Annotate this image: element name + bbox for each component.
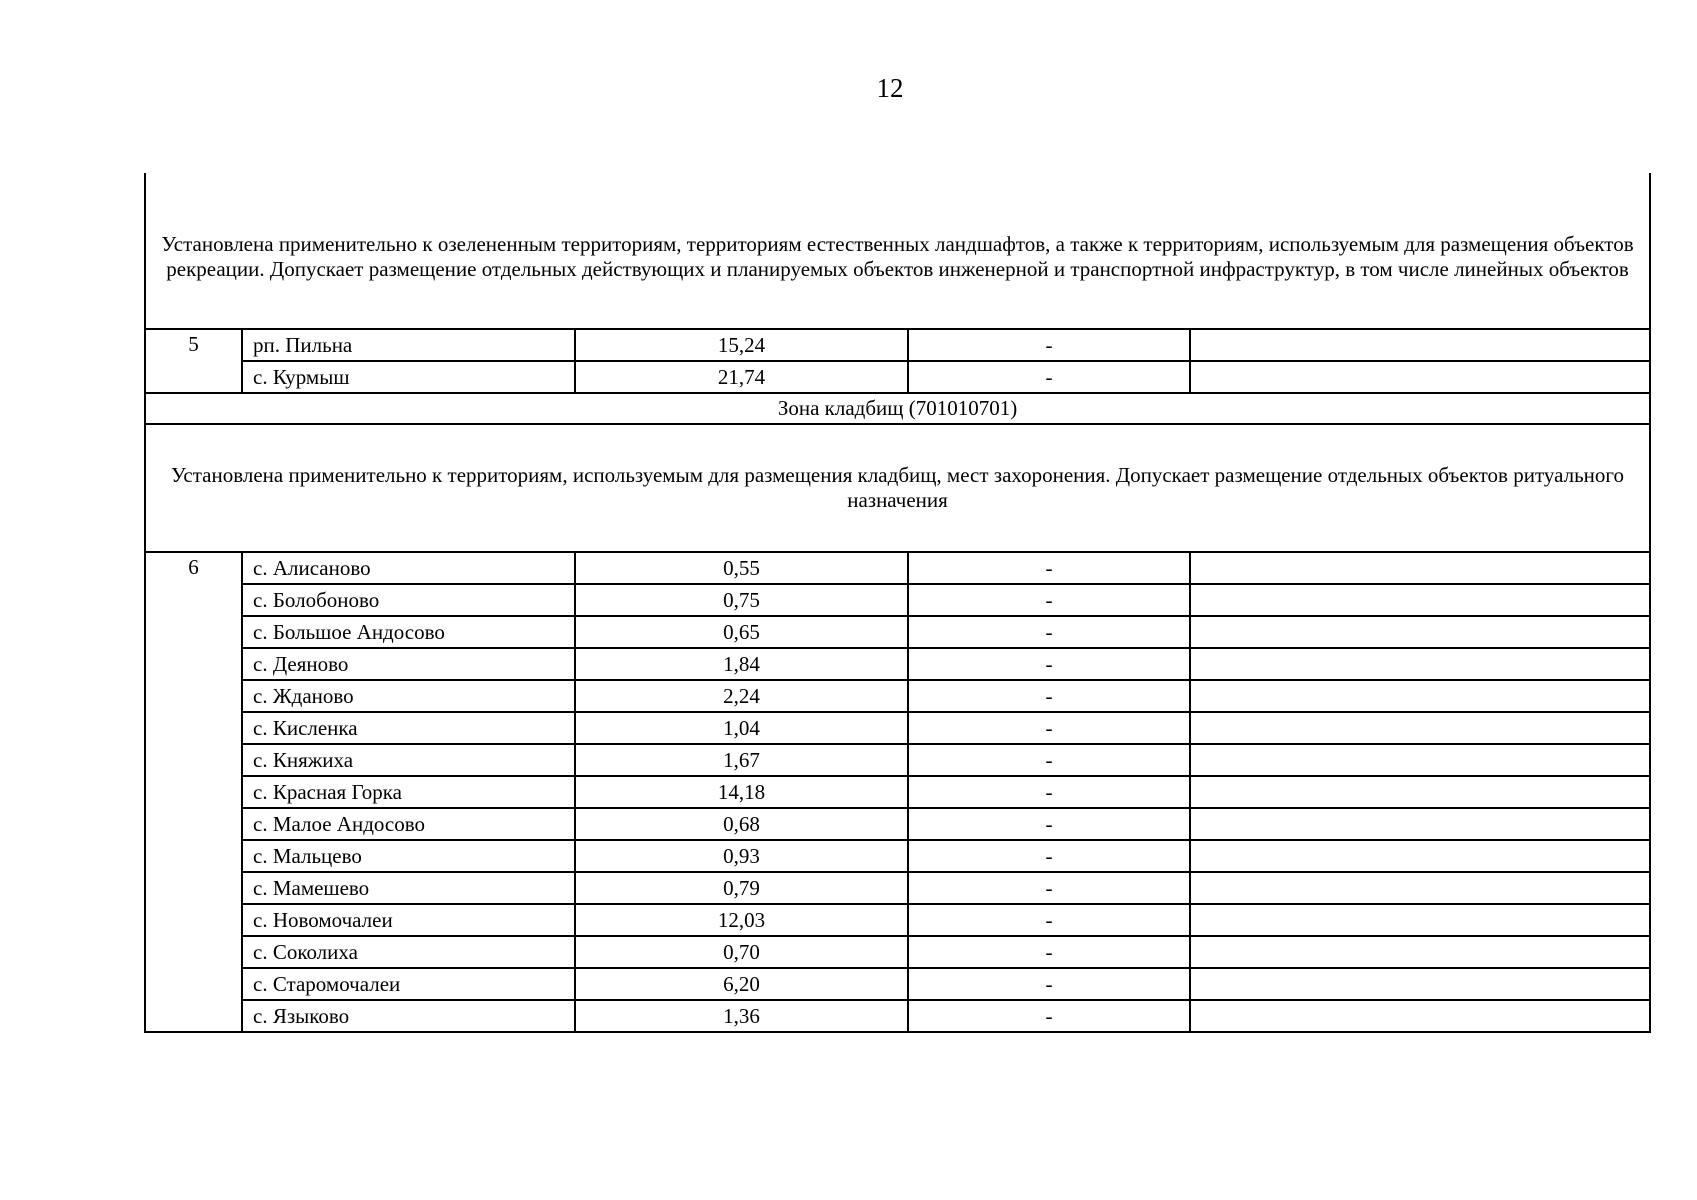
- zone-description-row: [145, 173, 1650, 329]
- note-cell: [1190, 712, 1650, 744]
- note-cell: [1190, 648, 1650, 680]
- area-value: 0,65: [575, 616, 908, 648]
- settlement-name: с. Алисаново: [242, 552, 575, 584]
- note-cell: [1190, 616, 1650, 648]
- area-value: 0,93: [575, 840, 908, 872]
- table-row: [145, 776, 1650, 808]
- mark-value: -: [908, 776, 1190, 808]
- area-value: 1,36: [575, 1000, 908, 1032]
- mark-value: -: [908, 808, 1190, 840]
- note-cell: [1190, 904, 1650, 936]
- note-cell: [1190, 776, 1650, 808]
- area-value: 1,67: [575, 744, 908, 776]
- settlement-name: с. Новомочалеи: [242, 904, 575, 936]
- settlement-name: с. Мамешево: [242, 872, 575, 904]
- table-row: [145, 648, 1650, 680]
- note-cell: [1190, 680, 1650, 712]
- mark-value: -: [908, 584, 1190, 616]
- mark-value: -: [908, 904, 1190, 936]
- mark-value: -: [908, 648, 1190, 680]
- zones-table: [144, 173, 1651, 1033]
- table-row: [145, 968, 1650, 1000]
- note-cell: [1190, 968, 1650, 1000]
- mark-value: -: [908, 1000, 1190, 1032]
- settlement-name: с. Княжиха: [242, 744, 575, 776]
- area-value: 1,84: [575, 648, 908, 680]
- group-number: 6: [145, 552, 242, 1032]
- note-cell: [1190, 329, 1650, 361]
- mark-value: -: [908, 680, 1190, 712]
- table-row: [145, 936, 1650, 968]
- note-cell: [1190, 808, 1650, 840]
- table-row: [145, 584, 1650, 616]
- table-row: [145, 840, 1650, 872]
- table-row: [145, 361, 1650, 393]
- note-cell: [1190, 584, 1650, 616]
- zones-table-body: [145, 173, 1650, 1032]
- area-value: 12,03: [575, 904, 908, 936]
- settlement-name: с. Жданово: [242, 680, 575, 712]
- mark-value: -: [908, 552, 1190, 584]
- mark-value: -: [908, 712, 1190, 744]
- table-row: [145, 329, 1650, 361]
- settlement-name: с. Соколиха: [242, 936, 575, 968]
- mark-value: -: [908, 744, 1190, 776]
- zone-title: Зона кладбищ (701010701): [145, 393, 1650, 424]
- table-row: [145, 808, 1650, 840]
- table-row: [145, 616, 1650, 648]
- settlement-name: с. Курмыш: [242, 361, 575, 393]
- area-value: 6,20: [575, 968, 908, 1000]
- note-cell: [1190, 1000, 1650, 1032]
- settlement-name: рп. Пильна: [242, 329, 575, 361]
- zone-title-row: [145, 393, 1650, 424]
- note-cell: [1190, 361, 1650, 393]
- settlement-name: с. Красная Горка: [242, 776, 575, 808]
- area-value: 0,55: [575, 552, 908, 584]
- zone-description-row: [145, 424, 1650, 552]
- table-row: [145, 552, 1650, 584]
- settlement-name: с. Болобоново: [242, 584, 575, 616]
- area-value: 0,75: [575, 584, 908, 616]
- settlement-name: с. Языково: [242, 1000, 575, 1032]
- mark-value: -: [908, 840, 1190, 872]
- settlement-name: с. Большое Андосово: [242, 616, 575, 648]
- zone-description: Установлена применительно к озелененным территориям, территориям естественных ландшафтов, а также к территориям, используемым для размещения объектов рекреации. Допускает размещение отдельных действующих и планируемых объектов инженерной и транспортной инфраструктур, в том числе линейных объектов: [145, 173, 1650, 329]
- settlement-name: с. Малое Андосово: [242, 808, 575, 840]
- mark-value: -: [908, 616, 1190, 648]
- settlement-name: с. Кисленка: [242, 712, 575, 744]
- table-row: [145, 872, 1650, 904]
- area-value: 15,24: [575, 329, 908, 361]
- table-row: [145, 712, 1650, 744]
- area-value: 0,79: [575, 872, 908, 904]
- table-row: [145, 744, 1650, 776]
- mark-value: -: [908, 329, 1190, 361]
- note-cell: [1190, 872, 1650, 904]
- mark-value: -: [908, 968, 1190, 1000]
- table-row: [145, 680, 1650, 712]
- mark-value: -: [908, 872, 1190, 904]
- mark-value: -: [908, 936, 1190, 968]
- settlement-name: с. Деяново: [242, 648, 575, 680]
- area-value: 21,74: [575, 361, 908, 393]
- page-number: 12: [876, 73, 904, 103]
- area-value: 0,70: [575, 936, 908, 968]
- table-row: [145, 904, 1650, 936]
- note-cell: [1190, 744, 1650, 776]
- note-cell: [1190, 840, 1650, 872]
- zone-description: Установлена применительно к территориям, используемым для размещения кладбищ, мест захоронения. Допускает размещение отдельных объектов ритуального назначения: [145, 424, 1650, 552]
- area-value: 14,18: [575, 776, 908, 808]
- mark-value: -: [908, 361, 1190, 393]
- group-number: 5: [145, 329, 242, 393]
- area-value: 0,68: [575, 808, 908, 840]
- settlement-name: с. Старомочалеи: [242, 968, 575, 1000]
- table-row: [145, 1000, 1650, 1032]
- area-value: 1,04: [575, 712, 908, 744]
- settlement-name: с. Мальцево: [242, 840, 575, 872]
- note-cell: [1190, 936, 1650, 968]
- note-cell: [1190, 552, 1650, 584]
- area-value: 2,24: [575, 680, 908, 712]
